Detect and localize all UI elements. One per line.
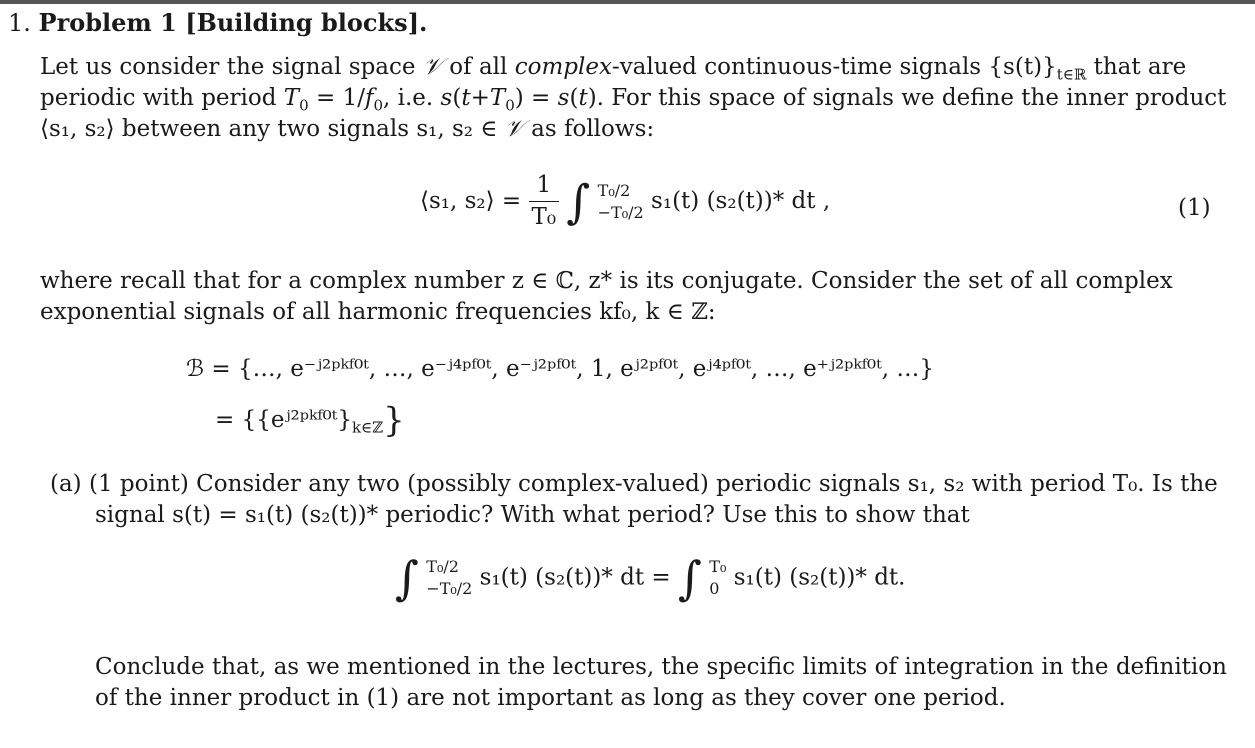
lower-limit: −T₀/2 [426,579,473,598]
upper-limit: T₀/2 [597,180,631,200]
part-a-equation [395,551,906,626]
intro-text: For this space of signals we define the inner product [611,85,1227,111]
para2-line-2: exponential signals of all harmonic frequencies kf₀, k ∈ ℤ: [40,299,716,325]
top-rule [0,0,1255,4]
intro-line-2: periodic with period $T_0 = 1/f_0$, i.e. $s(t+T_0) = s(t)$. For this space of signals we define the inner product [40,85,1227,115]
part-label: (a) [50,471,82,497]
integrand-left: s₁(t) (s₂(t))* dt = [479,564,671,591]
upper-limit: T₀/2 [426,557,459,576]
basis-set-line-2: = $\{\{eʲ^2ᵖᵏᶠ^0ᵗ\}_{k\in ℤ}\}$ [215,400,405,441]
integral-limits [709,556,726,600]
integrand: s₁(t) (s₂(t))* dt , [651,188,831,214]
intro-line-3 [40,114,654,145]
fraction-numerator: 1 [529,170,560,202]
problem-number: 1. [8,9,31,37]
intro-text: ⟨s₁, s₂⟩ between any two signals s₁, s₂ ∈ [40,116,498,142]
problem-heading [8,8,427,37]
fraction [529,170,560,233]
signal-space-symbol: 𝒱 [504,116,524,142]
emphasis-complex: complex [514,54,612,80]
lower-limit: −T₀/2 [597,202,644,222]
para2-line-1: where recall that for a complex number z ∈ ℂ, z* is its conjugate. Consider the set of all complex [40,268,1173,294]
lower-limit: 0 [709,579,720,598]
integral-sign: ∫ [566,174,591,229]
intro-text: as follows: [531,116,655,142]
part-a-line-2: signal s(t) = s₁(t) (s₂(t))* periodic? With what period? Use this to show that [95,502,970,528]
integral-limits [426,556,472,600]
equation-label: (1) [1178,195,1211,221]
integral-sign: ∫ [678,551,702,605]
intro-text: of all [449,54,508,80]
integrand-right: s₁(t) (s₂(t))* dt. [733,564,906,591]
integral-sign: ∫ [395,551,419,605]
intro-text: Let us consider the signal space [40,54,416,80]
fraction-denominator: T₀ [531,204,557,230]
part-a-text: Consider any two (possibly complex-valued) periodic signals s₁, s₂ with period T₀. Is the [196,471,1218,497]
basis-set-line-1: ℬ = {…, e⁻ʲ²ᵖᵏᶠ⁰ᵗ, …, e⁻ʲ⁴ᵖᶠ⁰ᵗ, e⁻ʲ²ᵖᶠ⁰ᵗ, 1, eʲ²ᵖᶠ⁰ᵗ, eʲ⁴ᵖᶠ⁰ᵗ, …, e⁺ʲ²ᵖᵏᶠ⁰ᵗ, …} [186,356,935,382]
conclusion-line-2: of the inner product in (1) are not important as long as they cover one period. [95,685,1006,711]
part-a-line-1 [50,469,1218,500]
upper-limit: T₀ [709,557,727,576]
problem-title: Problem 1 [Building blocks]. [38,8,428,37]
integral-limits [598,180,644,224]
points-label: (1 point) [88,471,189,497]
signal-space-symbol: 𝒱 [422,54,442,80]
inner-product-lhs: ⟨s₁, s₂⟩ = [420,188,522,214]
intro-text: periodic with period [40,85,277,111]
intro-text: that are [1093,54,1187,80]
index-set: t∈ℝ [1056,65,1087,84]
intro-text: , i.e. [383,85,434,111]
intro-text: -valued continuous-time signals {s(t)} [611,54,1057,80]
conclusion-line-1: Conclude that, as we mentioned in the lectures, the specific limits of integration in the definition [95,654,1227,680]
intro-text: = 1/ [315,85,365,111]
equation-1 [420,170,830,240]
basis-compact: = {{eʲ²ᵖᵏᶠ⁰ᵗ} [215,407,352,433]
intro-line-1 [40,52,1186,83]
